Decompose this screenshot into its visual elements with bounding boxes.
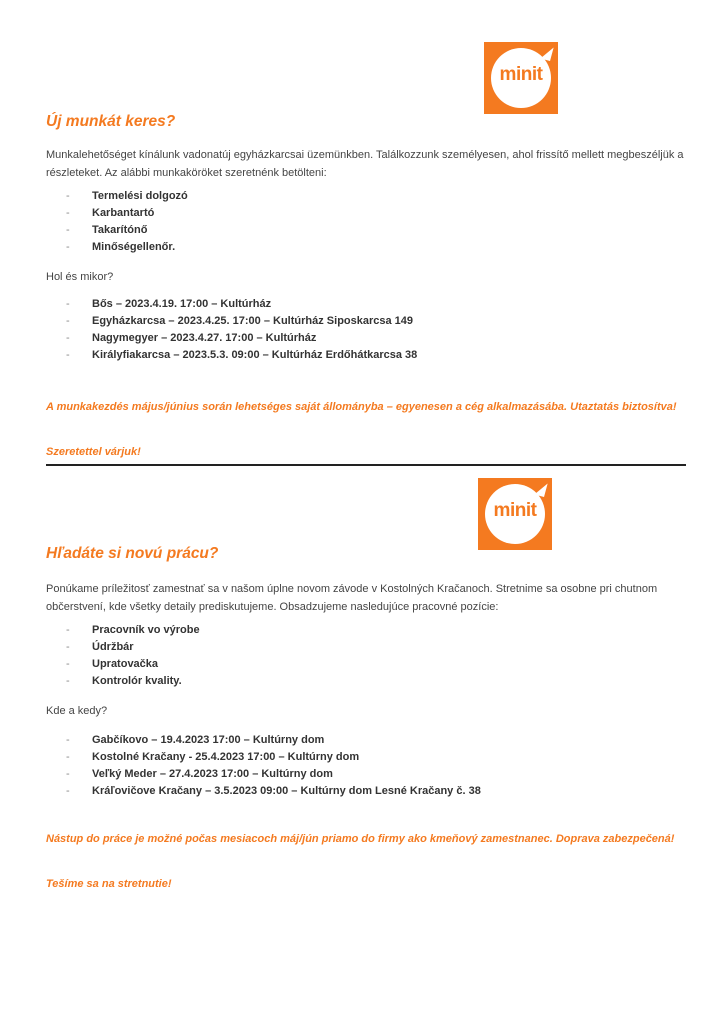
position-label: Termelési dolgozó	[92, 190, 188, 202]
hu-where-when: Hol és mikor?	[46, 271, 114, 283]
logo-text: minit	[499, 64, 543, 85]
sk-intro: Ponúkame príležitosť zamestnať sa v našom úplne novom závode v Kostolných Kračanoch. Stretnime sa osobne pri chutnom občerstvení, kde všetky detaily prediskutujeme. Obsadzujeme nasledujúce pracovné pozície:	[46, 583, 658, 613]
bubble-tail	[534, 481, 547, 497]
dash-marker: -	[66, 298, 70, 310]
sk-events-list	[66, 732, 481, 800]
list-item	[66, 205, 188, 222]
list-item	[66, 783, 481, 800]
hu-events-list	[66, 296, 417, 364]
hu-intro: Munkalehetőséget kínálunk vadonatúj egyházkarcsai üzemünkben. Találkozzunk személyesen, ahol frissítő mellett megbeszéljük a részleteket. Az alábbi munkaköröket szeretnénk betölteni:	[46, 149, 684, 179]
dash-marker: -	[66, 332, 70, 344]
position-label: Minőségellenőr.	[92, 241, 176, 253]
event-label: Veľký Meder – 27.4.2023 17:00 – Kultúrny dom	[92, 768, 333, 780]
event-label: Királyfiakarcsa – 2023.5.3. 09:00 – Kultúrház Erdőhátkarcsa 38	[92, 349, 418, 361]
bubble-tail	[540, 45, 553, 61]
dash-marker: -	[66, 315, 70, 327]
dash-marker: -	[66, 207, 70, 219]
list-item	[66, 296, 417, 313]
dash-marker: -	[66, 624, 70, 636]
logo-text: minit	[493, 500, 537, 521]
position-label: Kontrolór kvality.	[92, 675, 182, 687]
list-item	[66, 239, 188, 256]
event-label: Egyházkarcsa – 2023.4.25. 17:00 – Kultúrház Siposkarcsa 149	[92, 315, 414, 327]
dash-marker: -	[66, 190, 70, 202]
dash-marker: -	[66, 349, 70, 361]
hu-note: A munkakezdés május/június során lehetséges saját állományba – egyenesen a cég alkalmazásába. Utaztatás biztosítva!	[46, 401, 677, 413]
position-label: Takarítónő	[92, 224, 148, 236]
hu-heading: Új munkát keres?	[46, 113, 176, 130]
list-item	[66, 222, 188, 239]
list-item	[66, 766, 481, 783]
dash-marker: -	[66, 675, 70, 687]
dash-marker: -	[66, 734, 70, 746]
list-item	[66, 749, 481, 766]
position-label: Údržbár	[92, 641, 134, 653]
hu-closing: Szeretettel várjuk!	[46, 446, 141, 458]
minit-logo	[478, 478, 552, 550]
event-label: Nagymegyer – 2023.4.27. 17:00 – Kultúrház	[92, 332, 317, 344]
position-label: Karbantartó	[92, 207, 155, 219]
dash-marker: -	[66, 241, 70, 253]
sk-positions-list	[66, 622, 200, 690]
dash-marker: -	[66, 658, 70, 670]
sk-heading: Hľadáte si novú prácu?	[46, 545, 219, 562]
position-label: Pracovník vo výrobe	[92, 624, 200, 636]
event-label: Bős – 2023.4.19. 17:00 – Kultúrház	[92, 298, 272, 310]
list-item	[66, 622, 200, 639]
minit-logo	[484, 42, 558, 114]
position-label: Upratovačka	[92, 658, 159, 670]
sk-closing: Tešíme sa na stretnutie!	[46, 878, 172, 890]
dash-marker: -	[66, 768, 70, 780]
list-item	[66, 188, 188, 205]
dash-marker: -	[66, 224, 70, 236]
dash-marker: -	[66, 785, 70, 797]
hu-positions-list	[66, 188, 188, 256]
list-item	[66, 330, 417, 347]
sk-where-when: Kde a kedy?	[46, 705, 108, 717]
event-label: Kráľovičove Kračany – 3.5.2023 09:00 – Kultúrny dom Lesné Kračany č. 38	[92, 785, 481, 797]
dash-marker: -	[66, 641, 70, 653]
dash-marker: -	[66, 751, 70, 763]
list-item	[66, 732, 481, 749]
section-divider	[46, 464, 686, 466]
list-item	[66, 347, 417, 364]
list-item	[66, 313, 417, 330]
event-label: Kostolné Kračany - 25.4.2023 17:00 – Kultúrny dom	[92, 751, 360, 763]
list-item	[66, 656, 200, 673]
list-item	[66, 639, 200, 656]
list-item	[66, 673, 200, 690]
sk-note: Nástup do práce je možné počas mesiacoch máj/jún priamo do firmy ako kmeňový zamestnanec. Doprava zabezpečená!	[46, 833, 675, 845]
event-label: Gabčíkovo – 19.4.2023 17:00 – Kultúrny dom	[92, 734, 325, 746]
